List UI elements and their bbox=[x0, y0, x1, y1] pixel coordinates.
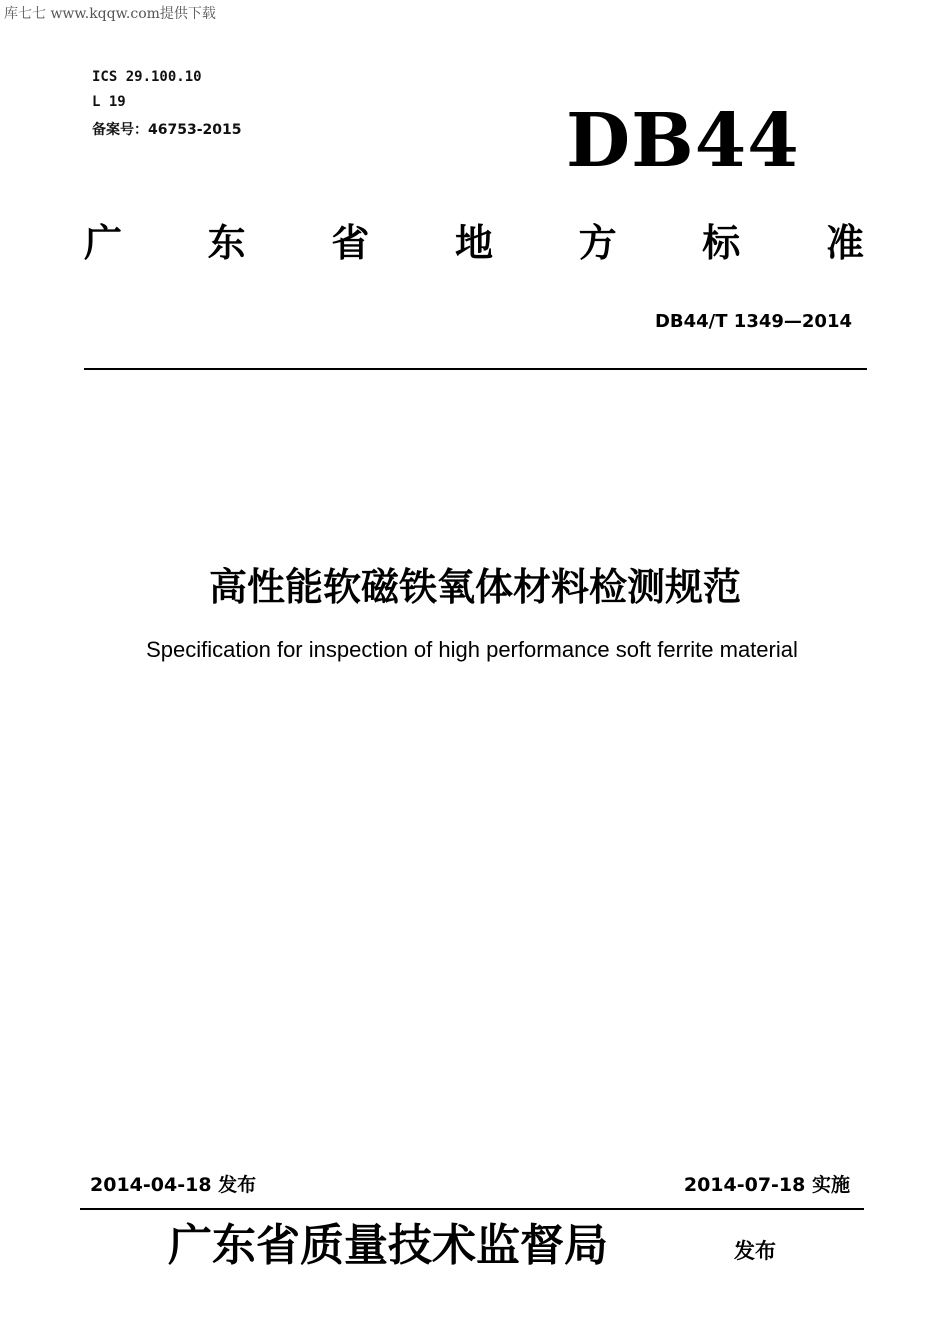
watermark-text: 库七七 www.kqqw.com提供下载 bbox=[4, 6, 216, 22]
footer-divider bbox=[80, 1208, 864, 1210]
standard-type-char: 标 bbox=[702, 221, 741, 265]
standard-type-heading bbox=[84, 218, 864, 268]
record-number: 备案号：46753-2015 bbox=[92, 122, 242, 138]
title-english: Specification for inspection of high performance soft ferrite material bbox=[146, 637, 798, 662]
classification-code: L 19 bbox=[92, 94, 126, 110]
issuing-authority: 广东省质量技术监督局 bbox=[168, 1220, 608, 1271]
db44-logo: DB44 bbox=[566, 98, 800, 184]
standard-code: DB44/T 1349—2014 bbox=[654, 311, 852, 332]
standard-type-char: 广 bbox=[84, 221, 123, 265]
implementation-date: 2014-07-18 实施 bbox=[683, 1174, 850, 1196]
standard-type-char: 东 bbox=[207, 221, 246, 265]
publish-label: 发布 bbox=[734, 1239, 776, 1263]
title-chinese: 高性能软磁铁氧体材料检测规范 bbox=[208, 565, 741, 609]
standard-type-char: 准 bbox=[825, 221, 864, 265]
header-divider bbox=[84, 368, 867, 370]
standard-type-char: 省 bbox=[331, 221, 370, 265]
standard-type-char: 地 bbox=[454, 221, 493, 265]
ics-code: ICS 29.100.10 bbox=[92, 69, 202, 85]
standard-type-char: 方 bbox=[578, 221, 617, 265]
issue-date: 2014-04-18 发布 bbox=[90, 1174, 257, 1196]
